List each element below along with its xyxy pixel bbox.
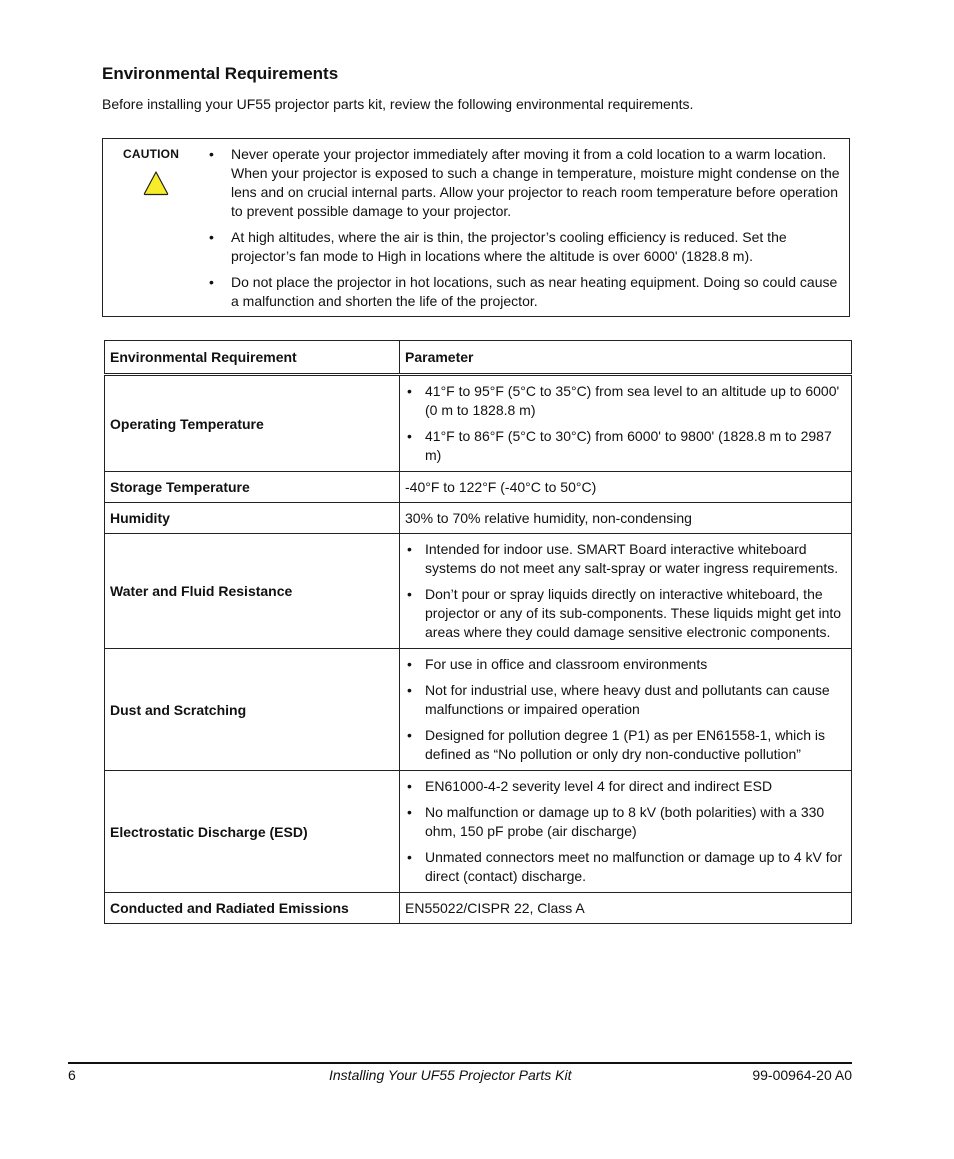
footer-divider	[68, 1062, 852, 1064]
table-row	[105, 771, 852, 893]
parameter-item: • Intended for indoor use. SMART Board interactive whiteboard systems do not meet any salt-spray or water ingress requirements.	[405, 540, 846, 578]
requirement-cell: Humidity	[105, 503, 400, 534]
table-row	[105, 503, 852, 534]
table-header-row	[105, 341, 852, 375]
caution-box	[102, 138, 850, 317]
parameter-item: • 41°F to 86°F (5°C to 30°C) from 6000' to 9800' (1828.8 m to 2987 m)	[405, 427, 846, 465]
caution-list	[207, 145, 843, 318]
table-row	[105, 649, 852, 771]
header-parameter: Parameter	[400, 341, 852, 375]
parameter-item: • Unmated connectors meet no malfunction or damage up to 4 kV for direct (contact) discharge.	[405, 848, 846, 886]
caution-label: CAUTION	[123, 147, 180, 161]
parameter-cell	[400, 534, 852, 649]
parameter-item: • Designed for pollution degree 1 (P1) as per EN61558-1, which is defined as “No pollution or only dry non-conductive pollution”	[405, 726, 846, 764]
warning-triangle-icon	[143, 170, 169, 196]
parameter-cell: 30% to 70% relative humidity, non-condensing	[400, 503, 852, 534]
parameter-item: • EN61000-4-2 severity level 4 for direct and indirect ESD	[405, 777, 846, 796]
environmental-requirements-table	[104, 340, 852, 924]
parameter-cell: EN55022/CISPR 22, Class A	[400, 893, 852, 924]
parameter-item: • No malfunction or damage up to 8 kV (both polarities) with a 330 ohm, 150 pF probe (air discharge)	[405, 803, 846, 841]
footer-page-number: 6	[68, 1067, 76, 1083]
requirement-cell: Operating Temperature	[105, 375, 400, 472]
caution-item: • Do not place the projector in hot locations, such as near heating equipment. Doing so could cause a malfunction and shorten the life of the projector.	[207, 273, 843, 311]
requirement-cell: Storage Temperature	[105, 472, 400, 503]
intro-paragraph: Before installing your UF55 projector parts kit, review the following environmental requirements.	[102, 96, 694, 112]
parameter-cell	[400, 649, 852, 771]
table-row	[105, 534, 852, 649]
parameter-item: • 41°F to 95°F (5°C to 35°C) from sea level to an altitude up to 6000' (0 m to 1828.8 m)	[405, 382, 846, 420]
requirement-cell: Electrostatic Discharge (ESD)	[105, 771, 400, 893]
requirement-cell: Dust and Scratching	[105, 649, 400, 771]
requirement-cell: Water and Fluid Resistance	[105, 534, 400, 649]
caution-item: • At high altitudes, where the air is thin, the projector’s cooling efficiency is reduced. Set the projector’s fan mode to High in locations where the altitude is over 6000' (1828.8 m).	[207, 228, 843, 266]
parameter-cell	[400, 375, 852, 472]
parameter-cell	[400, 771, 852, 893]
page-title: Environmental Requirements	[102, 64, 339, 83]
table-row	[105, 375, 852, 472]
caution-item: • Never operate your projector immediately after moving it from a cold location to a warm location. When your projector is exposed to such a change in temperature, moisture might condense on the lens and on crucial internal parts. Allow your projector to reach room temperature before operation to prevent possible damage to your projector.	[207, 145, 843, 221]
table-row	[105, 893, 852, 924]
parameter-item: • Not for industrial use, where heavy dust and pollutants can cause malfunctions or impaired operation	[405, 681, 846, 719]
parameter-item: • For use in office and classroom environments	[405, 655, 846, 674]
parameter-item: • Don’t pour or spray liquids directly on interactive whiteboard, the projector or any of its sub-components. These liquids might get into areas where they could damage sensitive electronic components.	[405, 585, 846, 642]
footer-document-number: 99-00964-20 A0	[752, 1067, 852, 1083]
requirement-cell: Conducted and Radiated Emissions	[105, 893, 400, 924]
table-row	[105, 472, 852, 503]
parameter-cell: -40°F to 122°F (-40°C to 50°C)	[400, 472, 852, 503]
footer-document-title: Installing Your UF55 Projector Parts Kit	[329, 1067, 572, 1083]
header-requirement: Environmental Requirement	[105, 341, 400, 375]
